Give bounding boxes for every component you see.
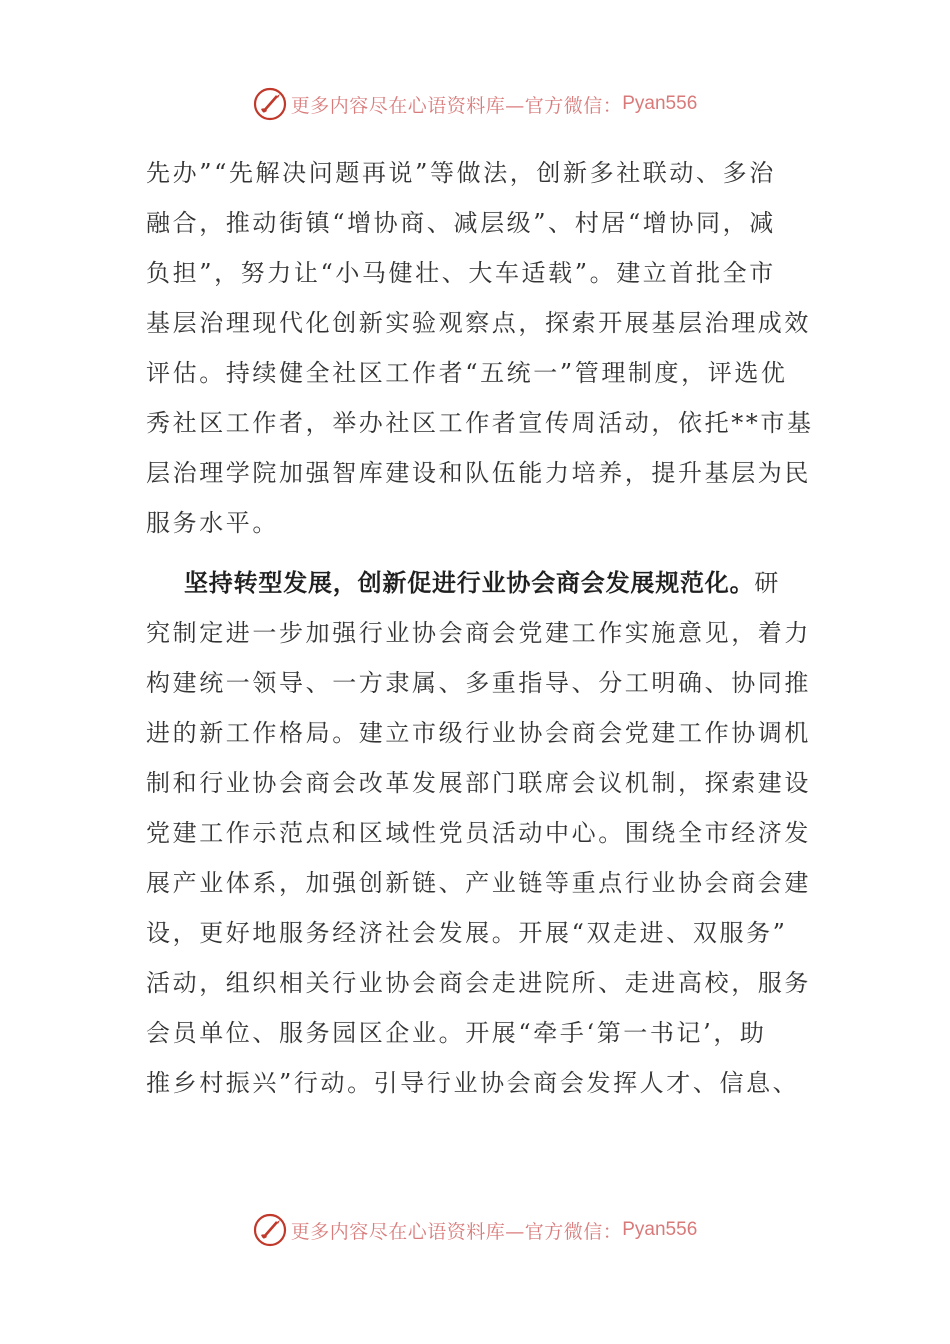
paragraph-first-line (146, 558, 806, 608)
text-line: 先办”“先解决问题再说”等做法，创新多社联动、多治 (146, 159, 776, 187)
text-line: 基层治理现代化创新实验观察点，探索开展基层治理成效 (146, 309, 811, 337)
text-line: 进的新工作格局。建立市级行业协会商会党建工作协调机 (146, 719, 811, 747)
footer-watermark-banner (0, 1210, 950, 1250)
text-line: 会员单位、服务园区企业。开展“牵手‘第一书记’，助 (146, 1019, 767, 1047)
footer-watermark-id: Pyan556 (622, 1219, 698, 1240)
text-line: 推乡村振兴”行动。引导行业协会商会发挥人才、信息、 (146, 1069, 800, 1097)
text-line: 设，更好地服务经济社会发展。开展“双走进、双服务” (146, 919, 788, 947)
text-line: 活动，组织相关行业协会商会走进院所、走进高校，服务 (146, 969, 811, 997)
text-line: 展产业体系，加强创新链、产业链等重点行业协会商会建 (146, 869, 811, 897)
text-line: 党建工作示范点和区域性党员活动中心。围绕全市经济发 (146, 819, 811, 847)
text-line: 制和行业协会商会改革发展部门联席会议机制，探索建设 (146, 769, 811, 797)
text-line: 负担”，努力让“小马健壮、大车适载”。建立首批全市 (146, 259, 776, 287)
quill-pen-logo-icon (253, 1213, 287, 1247)
paragraph-grassroots-governance (146, 148, 814, 548)
heading-tail-text: 研 (754, 569, 782, 597)
footer-watermark-text: 更多内容尽在心语资料库—官方微信： (290, 1220, 623, 1243)
header-watermark-id: Pyan556 (622, 93, 698, 114)
quill-pen-logo-icon (253, 87, 287, 121)
text-line: 评估。持续健全社区工作者“五统一”管理制度，评选优 (146, 359, 788, 387)
text-line: 服务水平。 (146, 509, 279, 537)
text-line: 构建统一领导、一方隶属、多重指导、分工明确、协同推 (146, 669, 811, 697)
paragraph-industry-associations (146, 558, 811, 1108)
text-line: 究制定进一步加强行业协会商会党建工作实施意见，着力 (146, 619, 811, 647)
text-line: 层治理学院加强智库建设和队伍能力培养，提升基层为民 (146, 459, 811, 487)
text-line: 秀社区工作者，举办社区工作者宣传周活动，依托**市基 (146, 409, 814, 437)
paragraph-heading: 坚持转型发展，创新促进行业协会商会发展规范化。 (184, 568, 755, 597)
header-watermark-banner (0, 84, 950, 124)
document-body (146, 148, 814, 1108)
text-line: 融合，推动街镇“增协商、减层级”、村居“增协同，减 (146, 209, 776, 237)
header-watermark-text: 更多内容尽在心语资料库—官方微信： (290, 94, 623, 117)
